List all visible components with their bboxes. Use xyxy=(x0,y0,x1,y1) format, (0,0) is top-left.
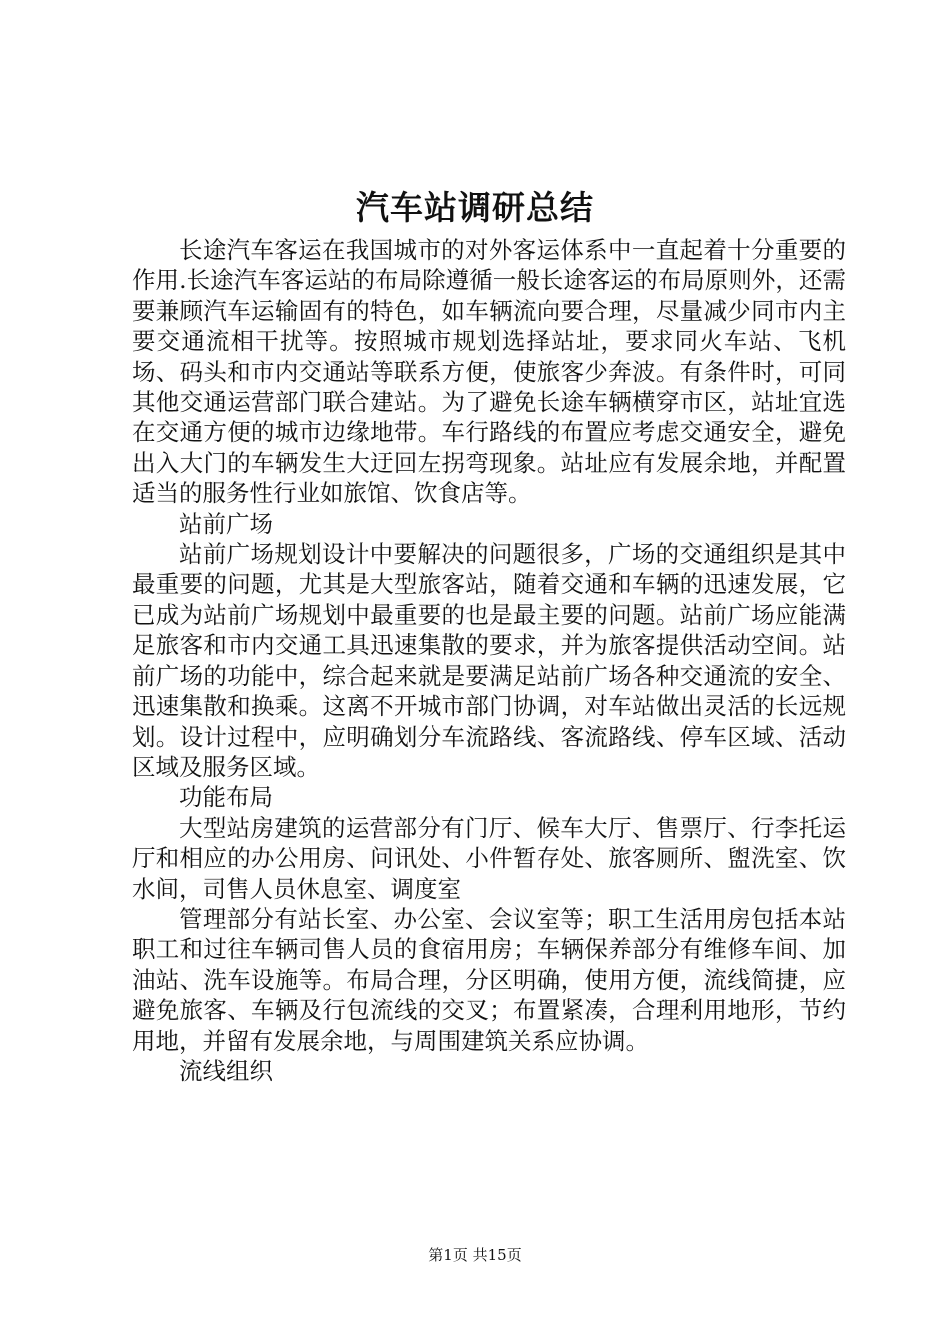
page-number-footer: 第1页 共15页 xyxy=(428,1246,522,1264)
document-body xyxy=(132,235,846,1086)
paragraph-operations: 大型站房建筑的运营部分有门厅、候车大厅、售票厅、行李托运厅和相应的办公用房、问讯处、小件暂存处、旅客厕所、盥洗室、饮水间，司售人员休息室、调度室 xyxy=(132,813,846,903)
paragraph-management: 管理部分有站长室、办公室、会议室等；职工生活用房包括本站职工和过往车辆司售人员的食宿用房；车辆保养部分有维修车间、加油站、洗车设施等。布局合理，分区明确，使用方便，流线简捷，应避免旅客、车辆及行包流线的交叉；布置紧凑，合理利用地形，节约用地，并留有发展余地，与周围建筑关系应协调。 xyxy=(132,904,846,1055)
section-heading-functional-layout: 功能布局 xyxy=(179,783,273,812)
paragraph-station-plaza: 站前广场规划设计中要解决的问题很多，广场的交通组织是其中最重要的问题，尤其是大型旅客站，随着交通和车辆的迅速发展，它已成为站前广场规划中最重要的也是最主要的问题。站前广场应能满足旅客和市内交通工具迅速集散的要求，并为旅客提供活动空间。站前广场的功能中，综合起来就是要满足站前广场各种交通流的安全、迅速集散和换乘。这离不开城市部门协调，对车站做出灵活的长远规划。设计过程中，应明确划分车流路线、客流路线、停车区域、活动区域及服务区域。 xyxy=(132,540,846,781)
paragraph-intro: 长途汽车客运在我国城市的对外客运体系中一直起着十分重要的作用.长途汽车客运站的布局除遵循一般长途客运的布局原则外，还需要兼顾汽车运输固有的特色，如车辆流向要合理，尽量减少同市内主要交通流相干扰等。按照城市规划选择站址，要求同火车站、飞机场、码头和市内交通站等联系方便，使旅客少奔波。有条件时，可同其他交通运营部门联合建站。为了避免长途车辆横穿市区，站址宜选在交通方便的城市边缘地带。车行路线的布置应考虑交通安全，避免出入大门的车辆发生大迂回左拐弯现象。站址应有发展余地，并配置适当的服务性行业如旅馆、饮食店等。 xyxy=(132,236,846,508)
section-heading-flow-organization: 流线组织 xyxy=(179,1056,273,1085)
section-heading-station-plaza: 站前广场 xyxy=(179,509,273,538)
document-title: 汽车站调研总结 xyxy=(356,188,594,227)
